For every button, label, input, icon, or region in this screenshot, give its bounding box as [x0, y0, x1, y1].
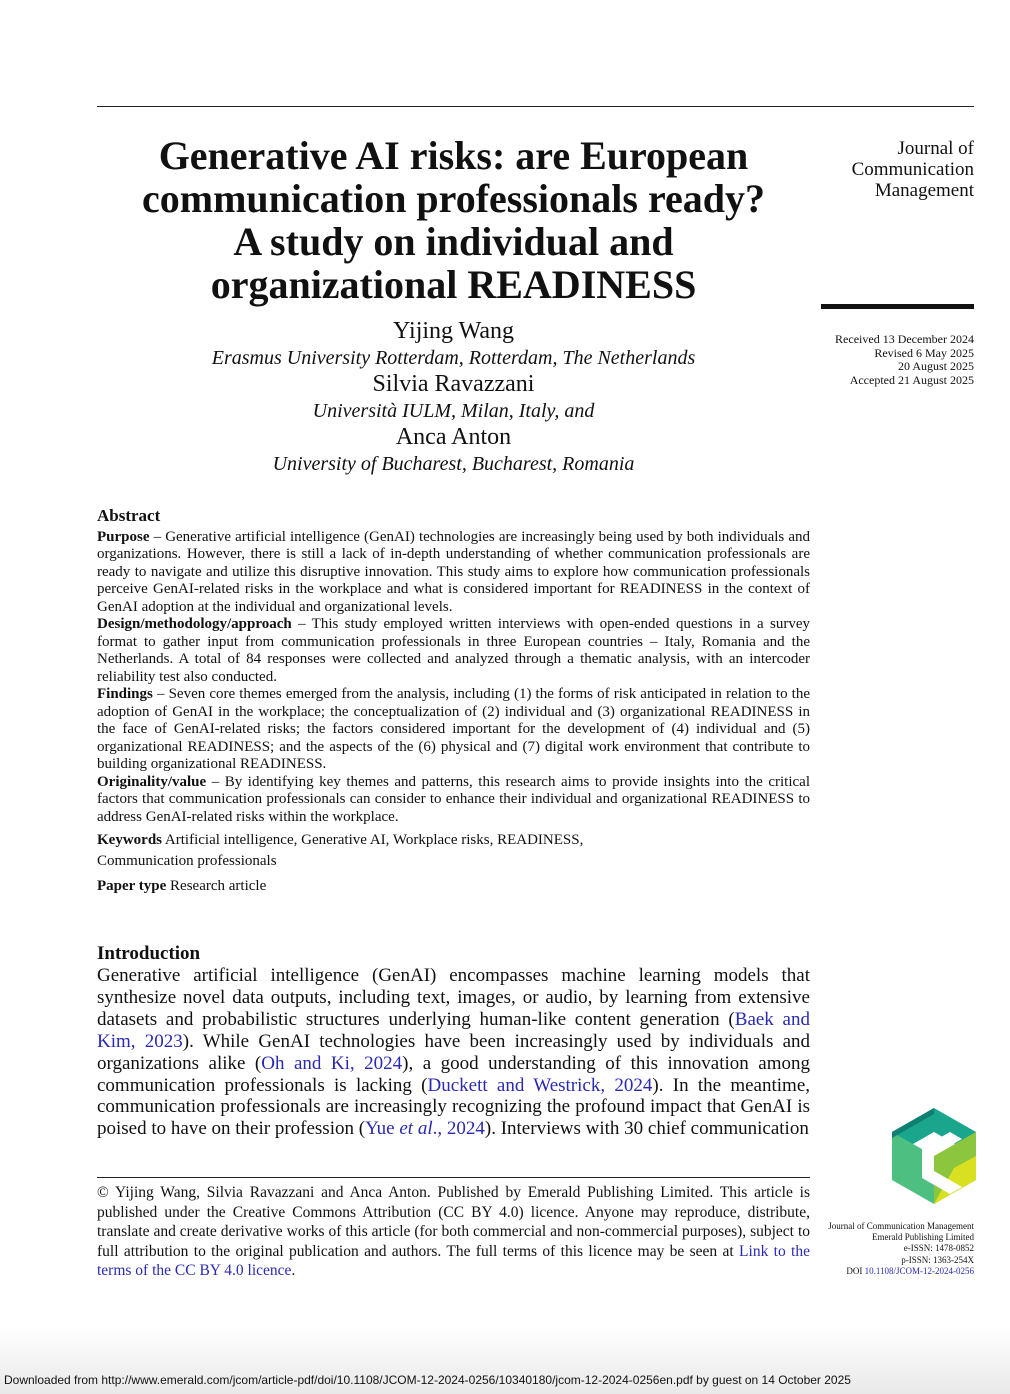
citation-link[interactable]: Baek and Kim, 2023 [97, 1008, 810, 1052]
emerald-logo-icon [892, 1108, 976, 1204]
paper-type: Paper type Research article [97, 878, 267, 894]
license-link[interactable]: Link to the terms of the CC BY 4.0 licence [97, 1242, 810, 1279]
top-rule [97, 106, 974, 107]
article-title: Generative AI risks: are European communication professionals ready? A study on individual and organizational READINESS [142, 133, 765, 307]
introduction [97, 943, 810, 1140]
journal-bar [821, 304, 974, 309]
footnote-rule [97, 1177, 810, 1178]
license-notice: © Yijing Wang, Silvia Ravazzani and Anca Anton. Published by Emerald Publishing Limited. This article is published under the Creative Commons Attribution (CC BY 4.0) licence. Anyone may reproduce, distribute, translate and create derivative works of this article (for both commercial and non-commercial purposes), subject to full attribution to the original publication and authors. The full terms of this licence may be seen at Link to the terms of the CC BY 4.0 licence. [97, 1184, 810, 1279]
citation-link[interactable]: Yue et al., 2024 [365, 1118, 485, 1140]
doi-link[interactable]: 10.1108/JCOM-12-2024-0256 [864, 1265, 974, 1276]
abstract [97, 507, 810, 897]
abstract-heading: Abstract [97, 506, 161, 525]
introduction-paragraph: Generative artificial intelligence (GenAI) encompasses machine learning models that synthesize novel data outputs, including text, images, or audio, by learning from extensive datasets and probabilistic structures underlying human-like content generation (Baek and Kim, 2023). While GenAI technologies have been increasingly used by individuals and organizations alike (Oh and Ki, 2024), a good understanding of this innovation among communication professionals is lacking (Duckett and Westrick, 2024). In the meantime, communication professionals are increasingly recognizing the profound impact that GenAI is poised to have on their profession (Yue et al., 2024). Interviews with 30 chief communication [97, 965, 811, 1140]
author-name: Silvia Ravazzani [372, 371, 535, 397]
download-note: Downloaded from http://www.emerald.com/jcom/article-pdf/doi/10.1108/JCOM-12-2024-0256/10340180/jcom-12-2024-0256en.pdf by guest on 14 October 2025 [4, 1373, 851, 1387]
date-revised: Revised 6 May 2025 [874, 345, 974, 360]
abstract-design: Design/methodology/approach – This study employed written interviews with open-ended questions in a survey format to gather input from communication professionals in three European countries – Italy, Romania and the Netherlands. A total of 84 responses were collected and analyzed through a thematic analysis, with an intercoder reliability test also conducted. [97, 616, 810, 685]
publication-meta: Journal of Communication Management Emerald Publishing Limited e-ISSN: 1478-0852 p-ISSN: 1363-254X DOI 10.1108/JCOM-12-2024-0256 [828, 1221, 974, 1276]
keywords: Keywords Artificial intelligence, Generative AI, Workplace risks, READINESS, Communication professionals [97, 832, 584, 869]
abstract-purpose: Purpose – Generative artificial intelligence (GenAI) technologies are increasingly being used by both individuals and organizations. However, there is still a lack of in-depth understanding of whether communication professionals are ready to navigate and utilize this disruptive innovation. This study aims to explore how communication professionals perceive GenAI-related risks in the workplace and what is considered important for READINESS in the context of GenAI adoption at the individual and organizational levels. [97, 528, 810, 615]
date-accepted: Accepted 21 August 2025 [849, 372, 974, 387]
date-received: Received 13 December 2024 [835, 332, 974, 346]
abstract-findings: Findings – Seven core themes emerged from the analysis, including (1) the forms of risk anticipated in relation to the adoption of GenAI in the workplace; the conceptualization of (2) individual and (3) organizational READINESS in the face of GenAI-related risks; the factors considered important for the development of (4) individual and (5) organizational READINESS; and the aspects of the (6) physical and (7) digital work environment that contribute to building organizational READINESS. [97, 686, 810, 772]
journal-name: Journal of Communication Management [851, 138, 974, 201]
abstract-originality: Originality/value – By identifying key themes and patterns, this research aims to provide insights into the critical factors that communication professionals can consider to enhance their individual and organizational READINESS to address GenAI-related risks within the workplace. [97, 773, 810, 825]
date-revised-2: 20 August 2025 [897, 359, 974, 373]
author-affiliation: Erasmus University Rotterdam, Rotterdam, The Netherlands [211, 347, 696, 369]
author-affiliation: University of Bucharest, Bucharest, Romania [272, 453, 635, 475]
author-name: Anca Anton [395, 424, 512, 450]
citation-link[interactable]: Oh and Ki, 2024 [261, 1052, 403, 1074]
citation-link[interactable]: Duckett and Westrick, 2024 [427, 1074, 653, 1096]
author-name: Yijing Wang [393, 318, 514, 344]
introduction-heading: Introduction [97, 943, 201, 964]
author-list [97, 318, 810, 477]
author-affiliation: Università IULM, Milan, Italy, and [312, 400, 595, 422]
